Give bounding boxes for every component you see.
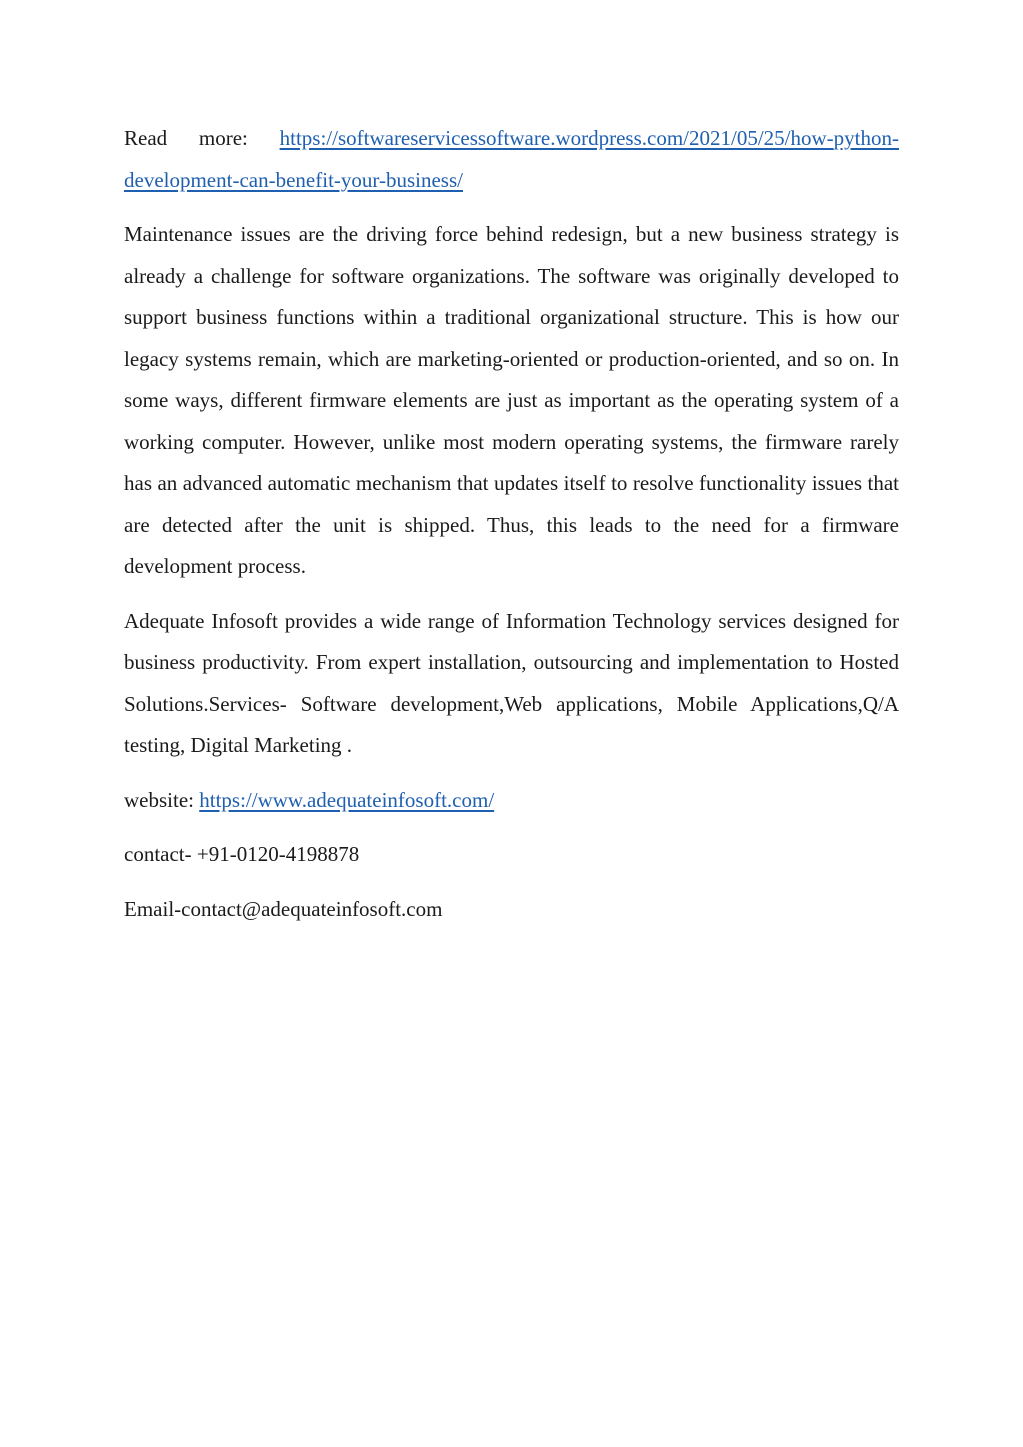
email-line: Email-contact@adequateinfosoft.com bbox=[124, 896, 443, 921]
read-more-line bbox=[124, 118, 899, 201]
company-paragraph: Adequate Infosoft provides a wide range of Information Technology services designed for business productivity. From expert installation, outsourcing and implementation to Hosted Solutions.Services- Software development,Web applications, Mobile Applications,Q/A testing, Digital Marketing . bbox=[124, 608, 899, 757]
website-label: website: bbox=[124, 787, 194, 812]
read-more-label: Read more: bbox=[124, 126, 248, 150]
document-page bbox=[124, 118, 899, 930]
website-link[interactable]: https://www.adequateinfosoft.com/ bbox=[199, 787, 495, 812]
maintenance-paragraph: Maintenance issues are the driving force behind redesign, but a new business strategy is already a challenge for software organizations. The software was originally developed to support business functions within a traditional organizational structure. This is how our legacy systems remain, which are marketing-oriented or production-oriented, and so on. In some ways, different firmware elements are just as important as the operating system of a working computer. However, unlike most modern operating systems, the firmware rarely has an advanced automatic mechanism that updates itself to resolve functionality issues that are detected after the unit is shipped. Thus, this leads to the need for a firmware development process. bbox=[124, 222, 899, 578]
website-line bbox=[124, 780, 899, 822]
read-more-link[interactable]: https://softwareservicessoftware.wordpress.com/2021/05/25/how-python-development-can-benefit-your-business/ bbox=[124, 126, 899, 192]
contact-line: contact- +91-0120-4198878 bbox=[124, 842, 360, 866]
